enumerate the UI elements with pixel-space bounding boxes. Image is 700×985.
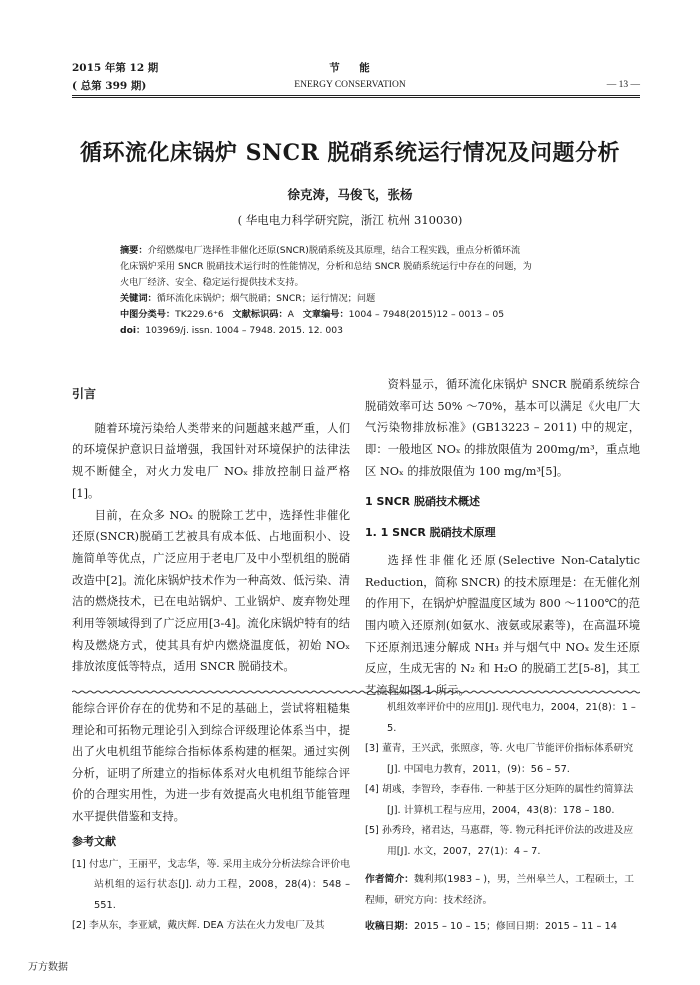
right-column — [365, 374, 640, 702]
intro-paragraph-1: 随着环境污染给人类带来的问题越来越严重，人们的环境保护意识日益增强，我国针对环境保护的法律法规不断健全，对火力发电厂 NOₓ 排放控制日益严格[1]。 — [72, 421, 350, 500]
paper-title: 循环流化床锅炉 SNCR 脱硝系统运行情况及问题分析 — [79, 140, 621, 166]
reference-item: 机组效率评价中的应用[J]. 现代电力，2004，21(8)：1 – 5. — [387, 702, 636, 734]
references-list-right — [365, 698, 640, 862]
reference-item: [1] 付忠广，王丽平，戈志华，等. 采用主成分分析法综合评价电站机组的运行状态[J]. 动力工程，2008，28(4)：548 – 551. — [72, 858, 350, 911]
abstract-line-1: 摘要：介绍燃煤电厂选择性非催化还原(SNCR)脱硝系统及其原理，结合工程实践，重点分析循环流 — [120, 245, 521, 256]
section-heading-1: 1 SNCR 脱硝技术概述 — [365, 494, 480, 508]
section-heading-1-1: 1. 1 SNCR 脱硝技术原理 — [365, 526, 496, 540]
keywords: 关键词：循环流化床锅炉；烟气脱硝；SNCR；运行情况；问题 — [120, 293, 376, 304]
abstract-label: 摘要： — [120, 245, 148, 256]
issue-number: 2015 年第 12 期 — [72, 62, 159, 74]
left-column — [72, 384, 350, 678]
classification-line: 中图分类号：TK229.6⁺6 文献标识码：A 文章编号：1004 – 7948(2015)12 – 0013 – 05 — [120, 309, 505, 320]
references-heading: 参考文献 — [72, 835, 116, 848]
journal-title-cn: 节 能 — [329, 62, 371, 74]
journal-title-en: ENERGY CONSERVATION — [294, 80, 406, 90]
wavy-separator — [72, 688, 640, 696]
affiliation: ( 华电电力科学研究院，浙江 杭州 310030) — [237, 213, 463, 227]
doi: doi：103969/j. issn. 1004 – 7948. 2015. 12. 003 — [120, 325, 343, 336]
intro-paragraph-2: 目前，在众多 NOₓ 的脱除工艺中，选择性非催化还原(SNCR)脱硝工艺被具有成本低、占地面积小、设施简单等优点，广泛应用于老电厂及中小型机组的脱硝改造中[2]。流化床锅炉技术作为一种高效、低污染、清洁的燃烧技术，已在电站锅炉、工业锅炉、废弃物处理利用等领域得到了广泛应用[3-4]。流化床锅炉特有的结构及燃烧方式，使其具有炉内燃烧温度低，初始 NOₓ 排放浓度低等特点，适用 SNCR 脱硝技术。 — [72, 508, 350, 674]
header-rule — [72, 95, 640, 96]
reference-item: [3] 董青，王兴武，张照彦，等. 火电厂节能评价指标体系研究[J]. 中国电力教育，2011，(9)：56 – 57. — [365, 743, 634, 775]
author-bio: 作者简介：魏利邦(1983 – )，男，兰州皋兰人，工程硕士，工程师，研究方向：技术经济。 — [365, 874, 635, 906]
abstract — [120, 243, 590, 339]
right-paragraph-1: 资料显示，循环流化床锅炉 SNCR 脱硝系统综合脱硝效率可达 50% ～70%，基本可以满足《火电厂大气污染物排放标准》(GB13223 – 2011) 中的规定，即：一般地区 NOₓ 的排放限值为 200mg/m³，重点地区 NOₓ 的排放限值为 100 mg/m³[5]。 — [365, 378, 640, 478]
reference-item: [5] 孙秀玲，褚君达，马惠群，等. 物元科托评价法的改进及应用[J]. 水文，2007，27(1)：4 – 7. — [365, 825, 634, 857]
authors: 徐克涛，马俊飞，张杨 — [287, 187, 413, 202]
wanfang-watermark: 万方数据 — [28, 962, 68, 973]
conclusion-paragraph: 能综合评价存在的优势和不足的基础上，尝试将粗糙集理论和可拓物元理论引入到综合评级理论体系当中，提出了火电机组节能综合指标体系构建的框架。通过实例分析，证明了所建立的指标体系对火电机组节能综合评价的合理实用性，为进一步有效提高火电机组节能管理水平提供借鉴和支持。 — [72, 702, 350, 823]
abstract-line-3: 火电厂经济、安全、稳定运行提供技术支持。 — [120, 277, 304, 288]
received-dates: 收稿日期：2015 – 10 – 15；修回日期：2015 – 11 – 14 — [365, 921, 618, 932]
header-rule-thin — [72, 97, 640, 98]
lower-right-column — [365, 698, 640, 938]
reference-item: [4] 胡彧，李智玲，李春伟. 一种基于区分矩阵的属性约简算法[J]. 计算机工程与应用，2004，43(8)：178 – 180. — [365, 784, 634, 816]
total-issue: ( 总第 399 期) — [72, 80, 147, 92]
page-number: — 13 — — [606, 80, 640, 90]
lower-left-column — [72, 698, 350, 937]
references-list-left — [72, 855, 350, 937]
section-heading-intro: 引言 — [72, 387, 97, 401]
reference-item: [2] 李从东，李亚斌，戴庆辉. DEA 方法在火力发电厂及其 — [72, 920, 325, 931]
abstract-line-2: 化床锅炉采用 SNCR 脱硝技术运行时的性能情况，分析和总结 SNCR 脱硝系统运行中存在的问题，为 — [120, 261, 532, 272]
right-paragraph-2: 选择性非催化还原(Selective Non-Catalytic Reduction，简称 SNCR) 的技术原理是：在无催化剂的作用下，在锅炉炉膛温度区域为 800 ～1100℃的范围内喷入还原剂(如氨水、液氨或尿素等)，在高温环境下还原剂迅速分解成 NH₃ 并与烟气中 NOₓ 发生还原反应，生成无害的 N₂ 和 H₂O 的脱硝工艺[5-8]，其工艺流程如图 1 所示。 — [365, 553, 640, 698]
